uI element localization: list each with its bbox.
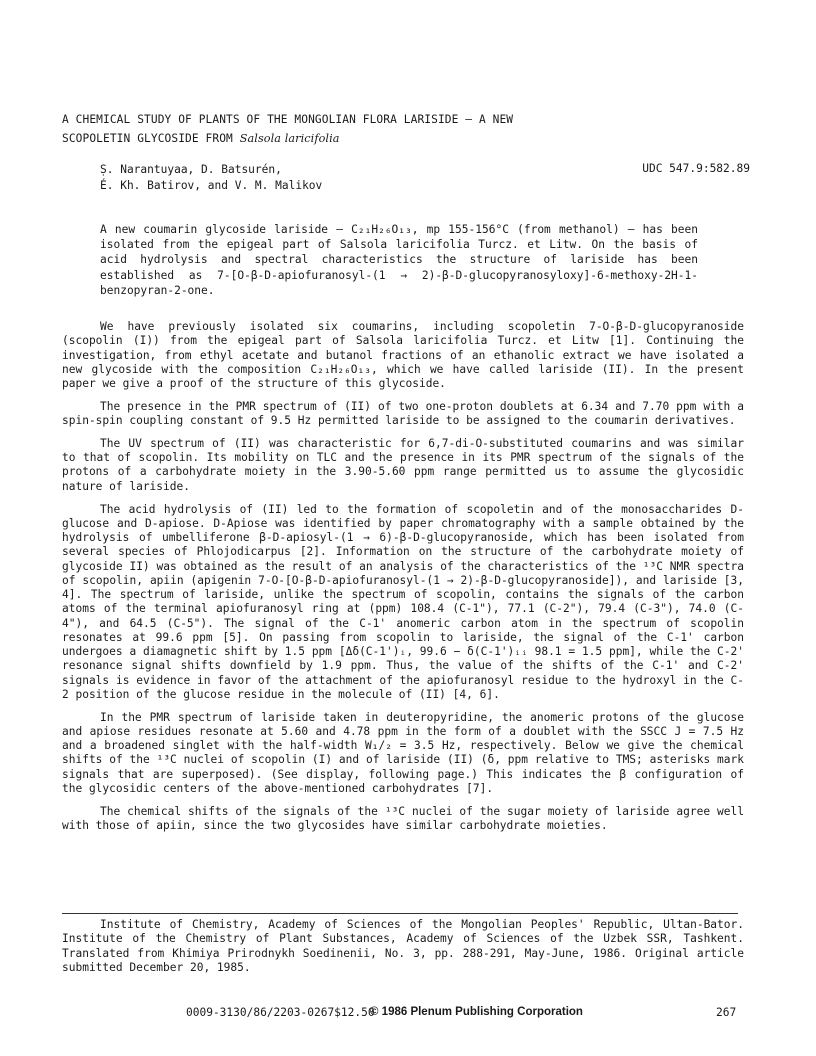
body-paragraph-4: The acid hydrolysis of (II) led to the formation of scopoletin and of the monosaccharides D-glucose and D-apiose. D-Apiose was identified by paper chromatography with a sample obtained by the hydrolysis of umbelliferone β-D-apiosyl-(1 → 6)-β-D-glucopyranoside, which has been isolated from several species of Phlojodicarpus [2]. Information on the structure of the carbohydrate moiety of glycoside II) was obtained as the result of an analysis of the characteristics of the ¹³C NMR spectra of scopolin, apiin (apigenin 7-O-[O-β-D-apiofuranosyl-(1 → 2)-β-D-glucopyranoside]), and lariside [3, 4]. The spectrum of lariside, unlike the spectrum of scopolin, contains the signals of the carbon atoms of the terminal apiofuranosyl ring at (ppm) 108.4 (C-1"), 77.1 (C-2"), 79.4 (C-3"), 74.0 (C-4"), and 64.5 (C-5"). The signal of the C-1' anomeric carbon atom in the spectrum of scopolin resonates at 99.6 ppm [5]. On passing from scopolin to lariside, the signal of the C-1' carbon undergoes a diamagnetic shift by 1.5 ppm [Δδ(C-1')ᵢ, 99.6 − δ(C-1')ᵢᵢ 98.1 = 1.5 ppm], while the C-2' resonance signal shifts downfield by 1.9 ppm. Thus, the value of the shifts of the C-1' and C-2' signals is evidence in favor of the attachment of the apiofuranosyl residue to the hydroxyl in the C-2 position of the glucose residue in the molecule of (II) [4, 6]. xyxy=(62,502,744,701)
affiliation-footnote: Institute of Chemistry, Academy of Sciences of the Mongolian Peoples' Republic, Ultan-Bator. Institute of the Chemistry of Plant Substances, Academy of Sciences of the Uzbek SSR, Tashkent. Translated from Khimiya Prirodnykh Soedinenii, No. 3, pp. 288-291, May-June, 1986. Original article submitted December 20, 1985. xyxy=(62,918,744,975)
author-line-2: É. Kh. Batirov, and V. M. Malikov xyxy=(100,179,323,192)
page-number: 267 xyxy=(716,1006,737,1019)
title-species-name: Salsola laricifolia xyxy=(239,132,340,145)
abstract: A new coumarin glycoside lariside — C₂₁H₂₆O₁₃, mp 155-156°C (from methanol) — has been isolated from the epigeal part of Salsola laricifolia Turcz. et Litw. On the basis of acid hydrolysis and spectral characteristics the structure of lariside has been established as 7-[O-β-D-apiofuranosyl-(1 → 2)-β-D-glucopyranosyloxy]-6-methoxy-2H-1-benzopyran-2-one. xyxy=(100,223,698,297)
copyright-notice: © 1986 Plenum Publishing Corporation xyxy=(370,1006,583,1018)
article-body xyxy=(62,320,744,842)
author-line-1: Ṣ. Narantuyaa, D. Batsurén, xyxy=(100,163,282,176)
author-list xyxy=(100,162,500,194)
body-paragraph-2: The presence in the PMR spectrum of (II) of two one-proton doublets at 6.34 and 7.70 ppm with a spin-spin coupling constant of 9.5 Hz permitted lariside to be assigned to the coumarin derivatives. xyxy=(62,399,744,428)
body-paragraph-3: The UV spectrum of (II) was characteristic for 6,7-di-O-substituted coumarins and was similar to that of scopolin. Its mobility on TLC and the presence in its PMR spectrum of the signals of the protons of a carbohydrate moiety in the 3.90-5.60 ppm range permitted us to assume the glycosidic nature of lariside. xyxy=(62,436,744,493)
body-paragraph-6: The chemical shifts of the signals of the ¹³C nuclei of the sugar moiety of lariside agree well with those of apiin, since the two glycosides have similar carbohydrate moieties. xyxy=(62,804,744,832)
title-line-2-prefix: SCOPOLETIN GLYCOSIDE FROM xyxy=(62,132,240,145)
title-line-2 xyxy=(62,129,762,148)
article-title xyxy=(62,110,762,148)
body-paragraph-1: We have previously isolated six coumarins, including scopoletin 7-O-β-D-glucopyranoside (scopolin (I)) from the epigeal part of Salsola laricifolia Turcz. et Litw [1]. Continuing the investigation, from ethyl acetate and butanol fractions of an ethanolic extract we have isolated a new glycoside with the composition C₂₁H₂₆O₁₃, which we have called lariside (II). In the present paper we give a proof of the structure of this glycoside. xyxy=(62,320,744,390)
udc-code: UDC 547.9:582.89 xyxy=(642,162,750,175)
article-code: 0009-3130/86/2203-0267$12.50 xyxy=(186,1006,375,1019)
footnote-divider xyxy=(62,913,738,914)
title-line-1: A CHEMICAL STUDY OF PLANTS OF THE MONGOLIAN FLORA LARISIDE — A NEW xyxy=(62,113,514,126)
body-paragraph-5: In the PMR spectrum of lariside taken in deuteropyridine, the anomeric protons of the glucose and apiose residues resonate at 5.60 and 4.78 ppm in the form of a doublet with the SSCC J = 7.5 Hz and a broadened singlet with the half-width W₁/₂ = 3.5 Hz, respectively. Below we give the chemical shifts of the ¹³C nuclei of scopolin (I) and of lariside (II) (δ, ppm relative to TMS; asterisks mark signals that are superposed). (See display, following page.) This indicates the β configuration of the glycosidic centers of the above-mentioned carbohydrates [7]. xyxy=(62,710,744,795)
